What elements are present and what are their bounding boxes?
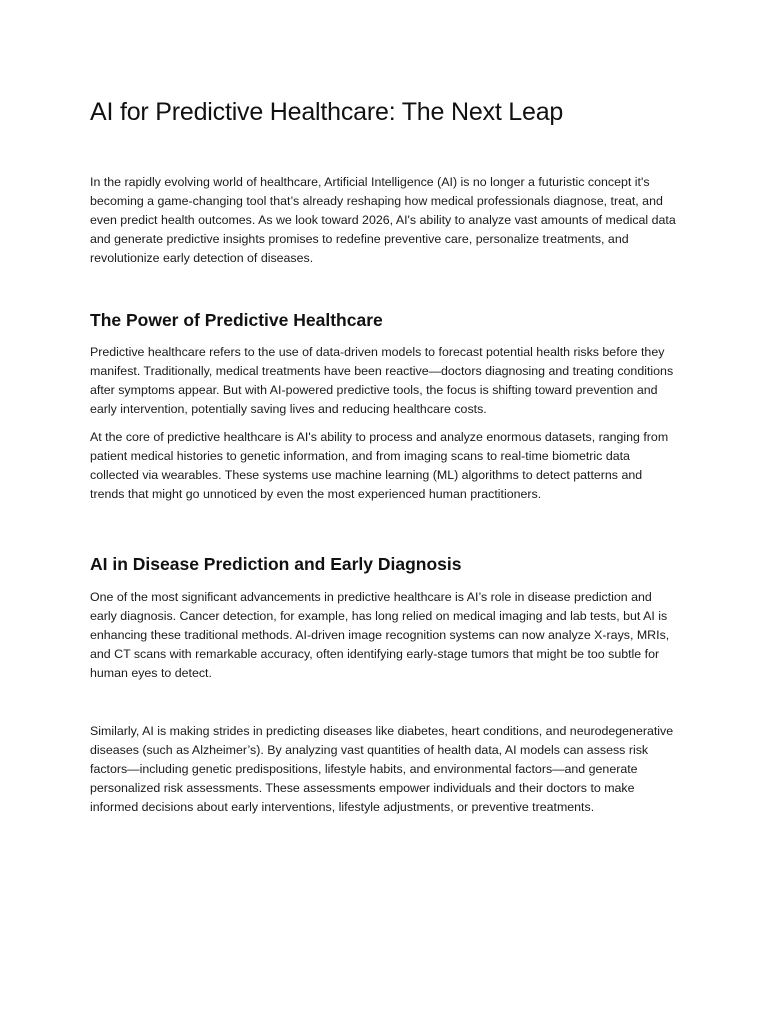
section-1-paragraph-2: At the core of predictive healthcare is AI's ability to process and analyze enormous datasets, ranging from patient medical histories to genetic information, and from imaging scans to real-time biometric data collected via wearables. These systems use machine learning (ML) algorithms to detect patterns and trends that might go unnoticed by even the most experienced human practitioners. <box>90 430 669 501</box>
intro-paragraph: In the rapidly evolving world of healthcare, Artificial Intelligence (AI) is no longer a futuristic concept it's becoming a game-changing tool that’s already reshaping how medical professionals diagnose, treat, and even predict health outcomes. As we look toward 2026, AI's ability to analyze vast amounts of medical data and generate predictive insights promises to redefine preventive care, personalize treatments, and revolutionize early detection of diseases. <box>90 175 676 265</box>
page-title: AI for Predictive Healthcare: The Next Leap <box>90 98 564 126</box>
section-1-paragraph-1: Predictive healthcare refers to the use of data-driven models to forecast potential health risks before they manifest. Traditionally, medical treatments have been reactive—doctors diagnosing and treating conditions after symptoms appear. But with AI-powered predictive tools, the focus is shifting toward prevention and early intervention, potentially saving lives and reducing healthcare costs. <box>90 345 674 416</box>
section-heading-disease-prediction: AI in Disease Prediction and Early Diagnosis <box>90 554 462 574</box>
section-heading-power-of-predictive-healthcare: The Power of Predictive Healthcare <box>90 310 383 330</box>
section-2-paragraph-1: One of the most significant advancements in predictive healthcare is AI’s role in disease prediction and early diagnosis. Cancer detection, for example, has long relied on medical imaging and lab tests, but AI is enhancing these traditional methods. AI-driven image recognition systems can now analyze X-rays, MRIs, and CT scans with remarkable accuracy, often identifying early-stage tumors that might be too subtle for human eyes to detect. <box>90 590 670 680</box>
section-2-paragraph-2: Similarly, AI is making strides in predicting diseases like diabetes, heart conditions, and neurodegenerative diseases (such as Alzheimer’s). By analyzing vast quantities of health data, AI models can assess risk factors—including genetic predispositions, lifestyle habits, and environmental factors—and generate personalized risk assessments. These assessments empower individuals and their doctors to make informed decisions about early interventions, lifestyle adjustments, or preventive treatments. <box>90 724 674 814</box>
